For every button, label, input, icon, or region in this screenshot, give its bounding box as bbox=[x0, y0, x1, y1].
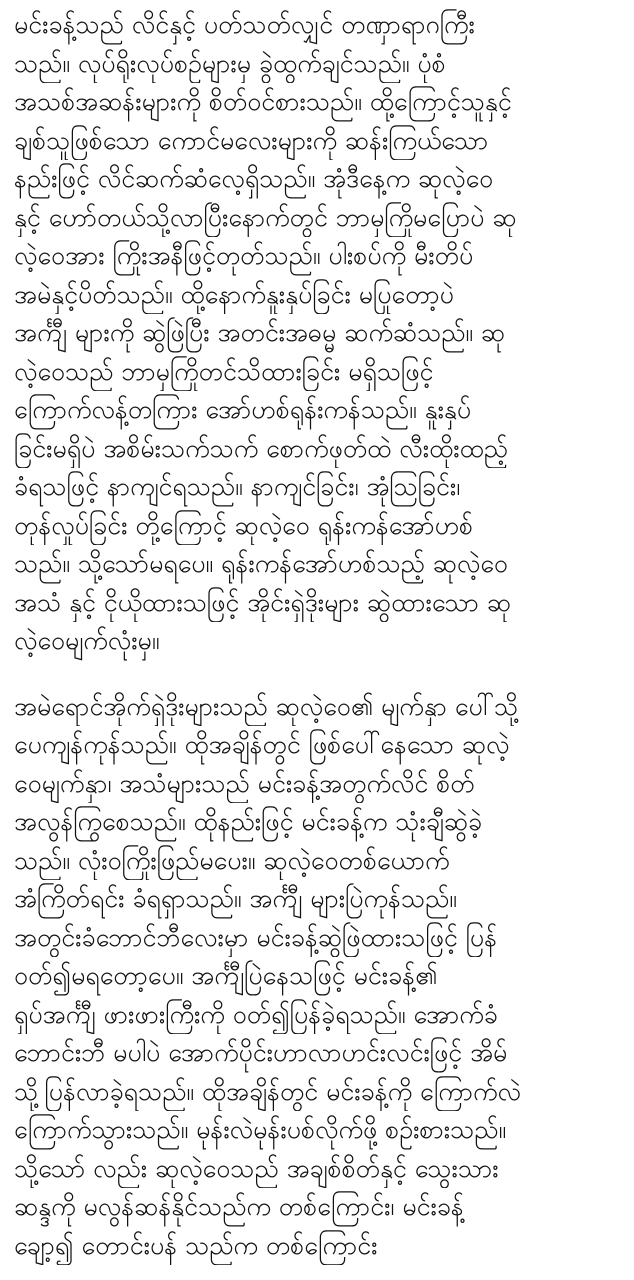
text-line: သို့ပြန်လာခဲ့ရသည်။ ထိုအချိန်တွင် မင်းခန့်ကို ကြောက်လဲ bbox=[14, 1076, 521, 1106]
text-line: သည်။ လုပ်ရိုးလုပ်စဉ်များမှ ခွဲထွက်ချင်သည်။ ပုံစံ bbox=[14, 48, 446, 78]
text-line: ကြောက်လန့်တကြား အော်ဟစ်ရုန်းကန်သည်။ နူးနှပ် bbox=[14, 395, 472, 424]
text-line: တုန်လှုပ်ခြင်း တို့ကြောင့် ဆုလဲ့ဝေ ရုန်းကန်အော်ဟစ် bbox=[14, 510, 474, 540]
text-line: သည်။ လုံးဝကြိုးဖြည်မပေး။ ဆုလဲ့ဝေတစ်ယောက် bbox=[14, 845, 450, 875]
text-line: လဲ့ဝေအား ကြိုးအနီဖြင့်တုတ်သည်။ ပါးစပ်ကို မီးတိပ် bbox=[14, 241, 474, 270]
text-line: ချော့၍ တောင်းပန် သည်က တစ်ကြောင်း bbox=[14, 1230, 378, 1260]
text-line: ရှပ်အင်္ကျီ ဖားဖားကြီးကို ဝတ်၍ပြန်ခဲ့ရသည်။ အောက်ခံ bbox=[14, 999, 498, 1029]
text-line: လဲ့ဝေမျက်လုံးမှ။ bbox=[14, 626, 160, 655]
text-line: အသံ နှင့် ငိုယိုထားသဖြင့် အိုင်းရှဲဒိုးများ ဆွဲထားသော ဆု bbox=[14, 587, 512, 617]
text-line: ဆန္ဒကို မလွန်ဆန်နိုင်သည်က တစ်ကြောင်း၊ မင်းခန့် bbox=[14, 1192, 464, 1221]
text-line: ချစ်သူဖြစ်သော ကောင်မလေးများကို ဆန်းကြယ်သော bbox=[14, 125, 489, 155]
text-line: အမဲရောင်အိုက်ရှဲဒိုးများသည် ဆုလဲ့ဝေ၏ မျက်နှာ ပေါ်သို့ bbox=[14, 691, 519, 721]
text-line: ပေကျန်ကုန်သည်။ ထိုအချိန်တွင် ဖြစ်ပေါ်နေသော ဆုလဲ့ bbox=[14, 730, 510, 759]
text-line: အလွန်ကြွစေသည်။ ထိုနည်းဖြင့် မင်းခန့်က သုံးချီဆွဲခဲ့ bbox=[14, 807, 483, 836]
text-line: အသစ်အဆန်းများကို စိတ်ဝင်စားသည်။ ထို့ကြောင့်သူနှင့် bbox=[14, 87, 512, 116]
text-line: ဝတ်၍မရတော့ပေ။ အင်္ကျီပြဲနေသဖြင့် မင်းခန့်၏ bbox=[14, 961, 438, 990]
text-line: သို့သော် လည်း ဆုလဲ့ဝေသည် အချစ်စိတ်နှင့် သွေးသား bbox=[14, 1153, 499, 1183]
text-line: အမဲနှင့်ပိတ်သည်။ ထို့နောက်နူးနှပ်ခြင်း မပြုတော့ပဲ bbox=[14, 279, 454, 309]
text-line: အံကြိတ်ရင်း ခံရရှာသည်။ အင်္ကျီ များပြဲကုန်သည်။ bbox=[14, 884, 457, 913]
text-line: မင်းခန့်သည် လိင်နှင့် ပတ်သတ်လျှင် တဏှာရာဂကြီး bbox=[14, 10, 475, 39]
paragraph-2 bbox=[14, 688, 620, 1266]
text-line: ခြင်းမရှိပဲ အစိမ်းသက်သက် စောက်ဖုတ်ထဲ လီးထိုးထည့် bbox=[14, 433, 508, 463]
text-line: ဝေမျက်နှာ၊ အသံများသည် မင်းခန့်အတွက်လိင် စိတ် bbox=[14, 768, 475, 798]
text-line: သည်။ သို့သော်မရပေ။ ရုန်းကန်အော်ဟစ်သည့် ဆုလဲ့ဝေ bbox=[14, 549, 508, 578]
text-line: လဲ့ဝေသည် ဘာမှကြိုတင်သိထားခြင်း မရှိသဖြင့် bbox=[14, 356, 434, 386]
text-line: နှင့် ဟော်တယ်သို့လာပြီးနောက်တွင် ဘာမှကြိုမပြောပဲ ဆု bbox=[14, 202, 517, 232]
text-line: ကြောက်သွားသည်။ မုန်းလဲမုန်းပစ်လိုက်ဖို့ စဉ်းစားသည်။ bbox=[14, 1115, 507, 1144]
text-line: နည်းဖြင့် လိင်ဆက်ဆံလေ့ရှိသည်။ အုံဒီနေ့က ဆုလဲ့ဝေ bbox=[14, 164, 494, 193]
text-line: အင်္ကျီ များကို ဆွဲဖြဲပြီး အတင်းအဓမ္မ ဆက်ဆံသည်။ ဆု bbox=[14, 318, 506, 347]
text-line: ခံရသဖြင့် နာကျင်ရသည်။ နာကျင်ခြင်း၊ အုံသြခြင်း၊ bbox=[14, 472, 461, 501]
paragraph-1 bbox=[14, 6, 620, 661]
text-line: ဘောင်းဘီ မပါပဲ အောက်ပိုင်းဟာလာဟင်းလင်းဖြင့် အိမ် bbox=[14, 1038, 508, 1067]
text-line: အတွင်းခံဘောင်ဘီလေးမှာ မင်းခန့်ဆွဲဖြဲထားသဖြင့် ပြန် bbox=[14, 922, 498, 952]
